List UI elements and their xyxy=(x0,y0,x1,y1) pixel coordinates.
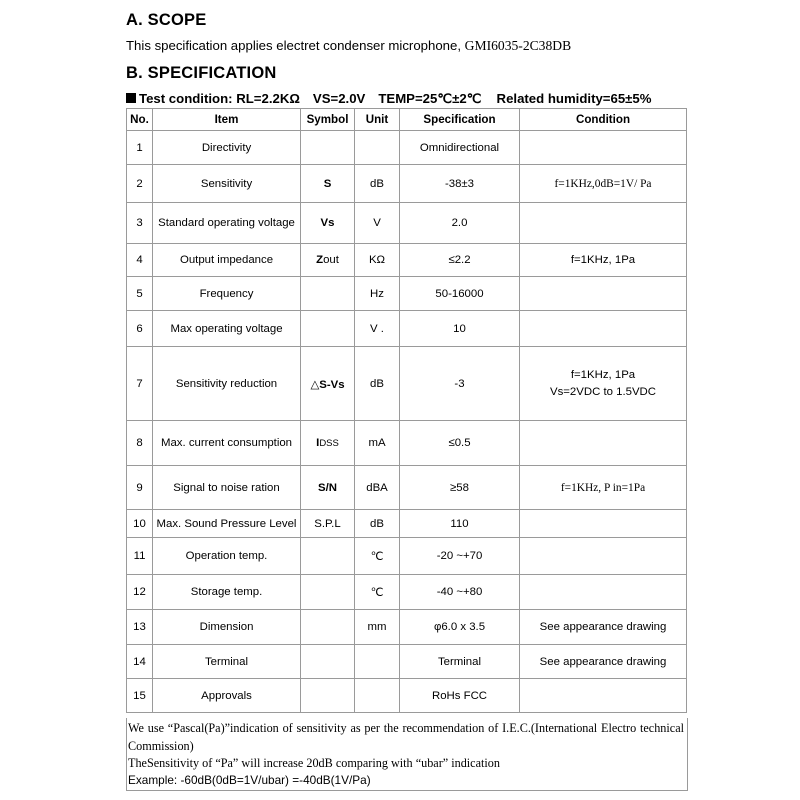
cell-symbol xyxy=(301,679,355,713)
cell-spec: 10 xyxy=(400,311,520,347)
cell-unit: V . xyxy=(355,311,400,347)
cell-spec: RoHs FCC xyxy=(400,679,520,713)
footnote-word: Electro xyxy=(601,721,637,735)
cell-symbol: S.P.L xyxy=(301,510,355,538)
cell-unit: dBA xyxy=(355,466,400,510)
cell-symbol xyxy=(301,131,355,165)
cell-condition: f=1KHz, P in=1Pa xyxy=(520,466,687,510)
cell-condition: f=1KHz, 1Pa xyxy=(520,244,687,277)
cell-condition xyxy=(520,203,687,244)
cell-spec: Omnidirectional xyxy=(400,131,520,165)
cell-no: 2 xyxy=(127,165,153,203)
cell-item: Frequency xyxy=(153,277,301,311)
test-condition-rl: RL=2.2KΩ xyxy=(236,91,300,106)
cell-condition xyxy=(520,575,687,610)
cell-symbol: Vs xyxy=(301,203,355,244)
footnote-word: of xyxy=(488,721,499,735)
column-header-no: No. xyxy=(127,109,153,131)
test-condition-label: Test condition: xyxy=(139,91,233,106)
cell-no: 3 xyxy=(127,203,153,244)
footnote-word: per xyxy=(364,721,380,735)
cell-symbol xyxy=(301,610,355,645)
cell-condition xyxy=(520,538,687,575)
cell-item: Standard operating voltage xyxy=(153,203,301,244)
cell-condition xyxy=(520,131,687,165)
cell-item: Approvals xyxy=(153,679,301,713)
footnote-word: I.E.C.(International xyxy=(502,721,598,735)
cell-symbol xyxy=(301,311,355,347)
footnote-line-3: TheSensitivity of “Pa” will increase 20dB comparing with “ubar” indication xyxy=(128,756,500,770)
cell-no: 14 xyxy=(127,645,153,679)
symbol-main: Z xyxy=(316,254,324,266)
condition-line-1: f=1KHz, 1Pa xyxy=(570,368,636,381)
cell-unit xyxy=(355,645,400,679)
cell-symbol xyxy=(301,538,355,575)
specification-table xyxy=(126,108,687,713)
cell-no: 1 xyxy=(127,131,153,165)
cell-item: Output impedance xyxy=(153,244,301,277)
cell-spec: φ6.0 x 3.5 xyxy=(400,610,520,645)
cell-no: 9 xyxy=(127,466,153,510)
column-header-symbol: Symbol xyxy=(301,109,355,131)
cell-no: 15 xyxy=(127,679,153,713)
test-condition-line xyxy=(126,91,651,107)
cell-item: Storage temp. xyxy=(153,575,301,610)
column-header-specification: Specification xyxy=(400,109,520,131)
symbol-main: I xyxy=(316,437,320,449)
scope-text xyxy=(126,38,571,54)
test-condition-temp: TEMP=25℃±2℃ xyxy=(378,91,482,106)
cell-no: 4 xyxy=(127,244,153,277)
footnote-line-2: Commission) xyxy=(128,739,194,753)
cell-item: Directivity xyxy=(153,131,301,165)
cell-symbol xyxy=(301,244,355,277)
delta-icon: △ xyxy=(310,378,320,391)
symbol-suffix: DSS xyxy=(319,438,339,449)
cell-no: 11 xyxy=(127,538,153,575)
sensitivity-footnote xyxy=(126,718,688,791)
cell-spec: -20 ~+70 xyxy=(400,538,520,575)
symbol-main: S-Vs xyxy=(319,378,345,391)
table-header-row xyxy=(127,109,687,131)
cell-unit xyxy=(355,679,400,713)
black-square-bullet-icon xyxy=(126,93,136,103)
cell-condition xyxy=(520,679,687,713)
cell-item: Max. Sound Pressure Level xyxy=(153,510,301,538)
cell-unit: dB xyxy=(355,510,400,538)
cell-symbol xyxy=(301,421,355,466)
table-row xyxy=(127,510,687,538)
cell-no: 6 xyxy=(127,311,153,347)
cell-symbol xyxy=(301,645,355,679)
cell-item: Operation temp. xyxy=(153,538,301,575)
cell-condition: See appearance drawing xyxy=(520,610,687,645)
table-row xyxy=(127,421,687,466)
cell-no: 10 xyxy=(127,510,153,538)
specification-heading: B. SPECIFICATION xyxy=(126,64,277,82)
cell-item: Sensitivity xyxy=(153,165,301,203)
table-row xyxy=(127,165,687,203)
cell-spec: ≤2.2 xyxy=(400,244,520,277)
cell-item: Sensitivity reduction xyxy=(153,347,301,421)
cell-unit: mm xyxy=(355,610,400,645)
table-row xyxy=(127,575,687,610)
model-number: GMI6035-2C38DB xyxy=(464,38,572,53)
cell-item: Signal to noise ration xyxy=(153,466,301,510)
cell-unit: dB xyxy=(355,347,400,421)
cell-unit: dB xyxy=(355,165,400,203)
table-row xyxy=(127,610,687,645)
table-row xyxy=(127,679,687,713)
table-row xyxy=(127,203,687,244)
cell-spec: ≤0.5 xyxy=(400,421,520,466)
cell-unit: ℃ xyxy=(355,538,400,575)
cell-no: 12 xyxy=(127,575,153,610)
cell-symbol: S/N xyxy=(301,466,355,510)
table-row xyxy=(127,311,687,347)
cell-no: 5 xyxy=(127,277,153,311)
scope-description: This specification applies electret condenser microphone, xyxy=(126,38,461,53)
footnote-word: technical xyxy=(640,721,684,735)
cell-item: Dimension xyxy=(153,610,301,645)
cell-spec: -3 xyxy=(400,347,520,421)
cell-unit: mA xyxy=(355,421,400,466)
cell-no: 7 xyxy=(127,347,153,421)
column-header-unit: Unit xyxy=(355,109,400,131)
table-row xyxy=(127,538,687,575)
cell-spec: 50-16000 xyxy=(400,277,520,311)
cell-unit: ℃ xyxy=(355,575,400,610)
cell-condition xyxy=(520,311,687,347)
cell-condition: f=1KHz,0dB=1V/ Pa xyxy=(520,165,687,203)
cell-unit: V xyxy=(355,203,400,244)
condition-line-2: Vs=2VDC to 1.5VDC xyxy=(549,385,657,398)
footnote-word: We xyxy=(128,721,144,735)
cell-symbol xyxy=(301,347,355,421)
cell-no: 8 xyxy=(127,421,153,466)
footnote-word: use xyxy=(147,721,164,735)
cell-unit xyxy=(355,131,400,165)
footnote-word: sensitivity xyxy=(296,721,347,735)
column-header-item: Item xyxy=(153,109,301,131)
table-row xyxy=(127,466,687,510)
footnote-line-4: Example: -60dB(0dB=1V/ubar) =-40dB(1V/Pa) xyxy=(128,773,371,787)
table-row xyxy=(127,645,687,679)
cell-symbol xyxy=(301,277,355,311)
cell-item: Max operating voltage xyxy=(153,311,301,347)
cell-spec: -38±3 xyxy=(400,165,520,203)
scope-heading: A. SCOPE xyxy=(126,11,207,29)
cell-condition xyxy=(520,347,687,421)
footnote-word: recommendation xyxy=(402,721,485,735)
cell-spec: 110 xyxy=(400,510,520,538)
cell-symbol xyxy=(301,575,355,610)
footnote-line-1 xyxy=(128,721,684,736)
footnote-word: “Pascal(Pa)”indication xyxy=(167,721,279,735)
cell-item: Max. current consumption xyxy=(153,421,301,466)
cell-symbol: S xyxy=(301,165,355,203)
table-row xyxy=(127,244,687,277)
table-row xyxy=(127,347,687,421)
test-condition-humidity: Related humidity=65±5% xyxy=(496,91,652,106)
cell-no: 13 xyxy=(127,610,153,645)
cell-condition xyxy=(520,277,687,311)
footnote-word: as xyxy=(350,721,361,735)
test-condition-vs: VS=2.0V xyxy=(312,91,366,106)
cell-spec: Terminal xyxy=(400,645,520,679)
cell-spec: -40 ~+80 xyxy=(400,575,520,610)
cell-item: Terminal xyxy=(153,645,301,679)
cell-unit: Hz xyxy=(355,277,400,311)
footnote-word: the xyxy=(383,721,399,735)
cell-unit: KΩ xyxy=(355,244,400,277)
column-header-condition: Condition xyxy=(520,109,687,131)
symbol-suffix: out xyxy=(323,254,339,266)
footnote-word: of xyxy=(282,721,293,735)
cell-condition: See appearance drawing xyxy=(520,645,687,679)
cell-spec: ≥58 xyxy=(400,466,520,510)
table-row xyxy=(127,277,687,311)
cell-condition xyxy=(520,421,687,466)
table-row xyxy=(127,131,687,165)
cell-spec: 2.0 xyxy=(400,203,520,244)
cell-condition xyxy=(520,510,687,538)
